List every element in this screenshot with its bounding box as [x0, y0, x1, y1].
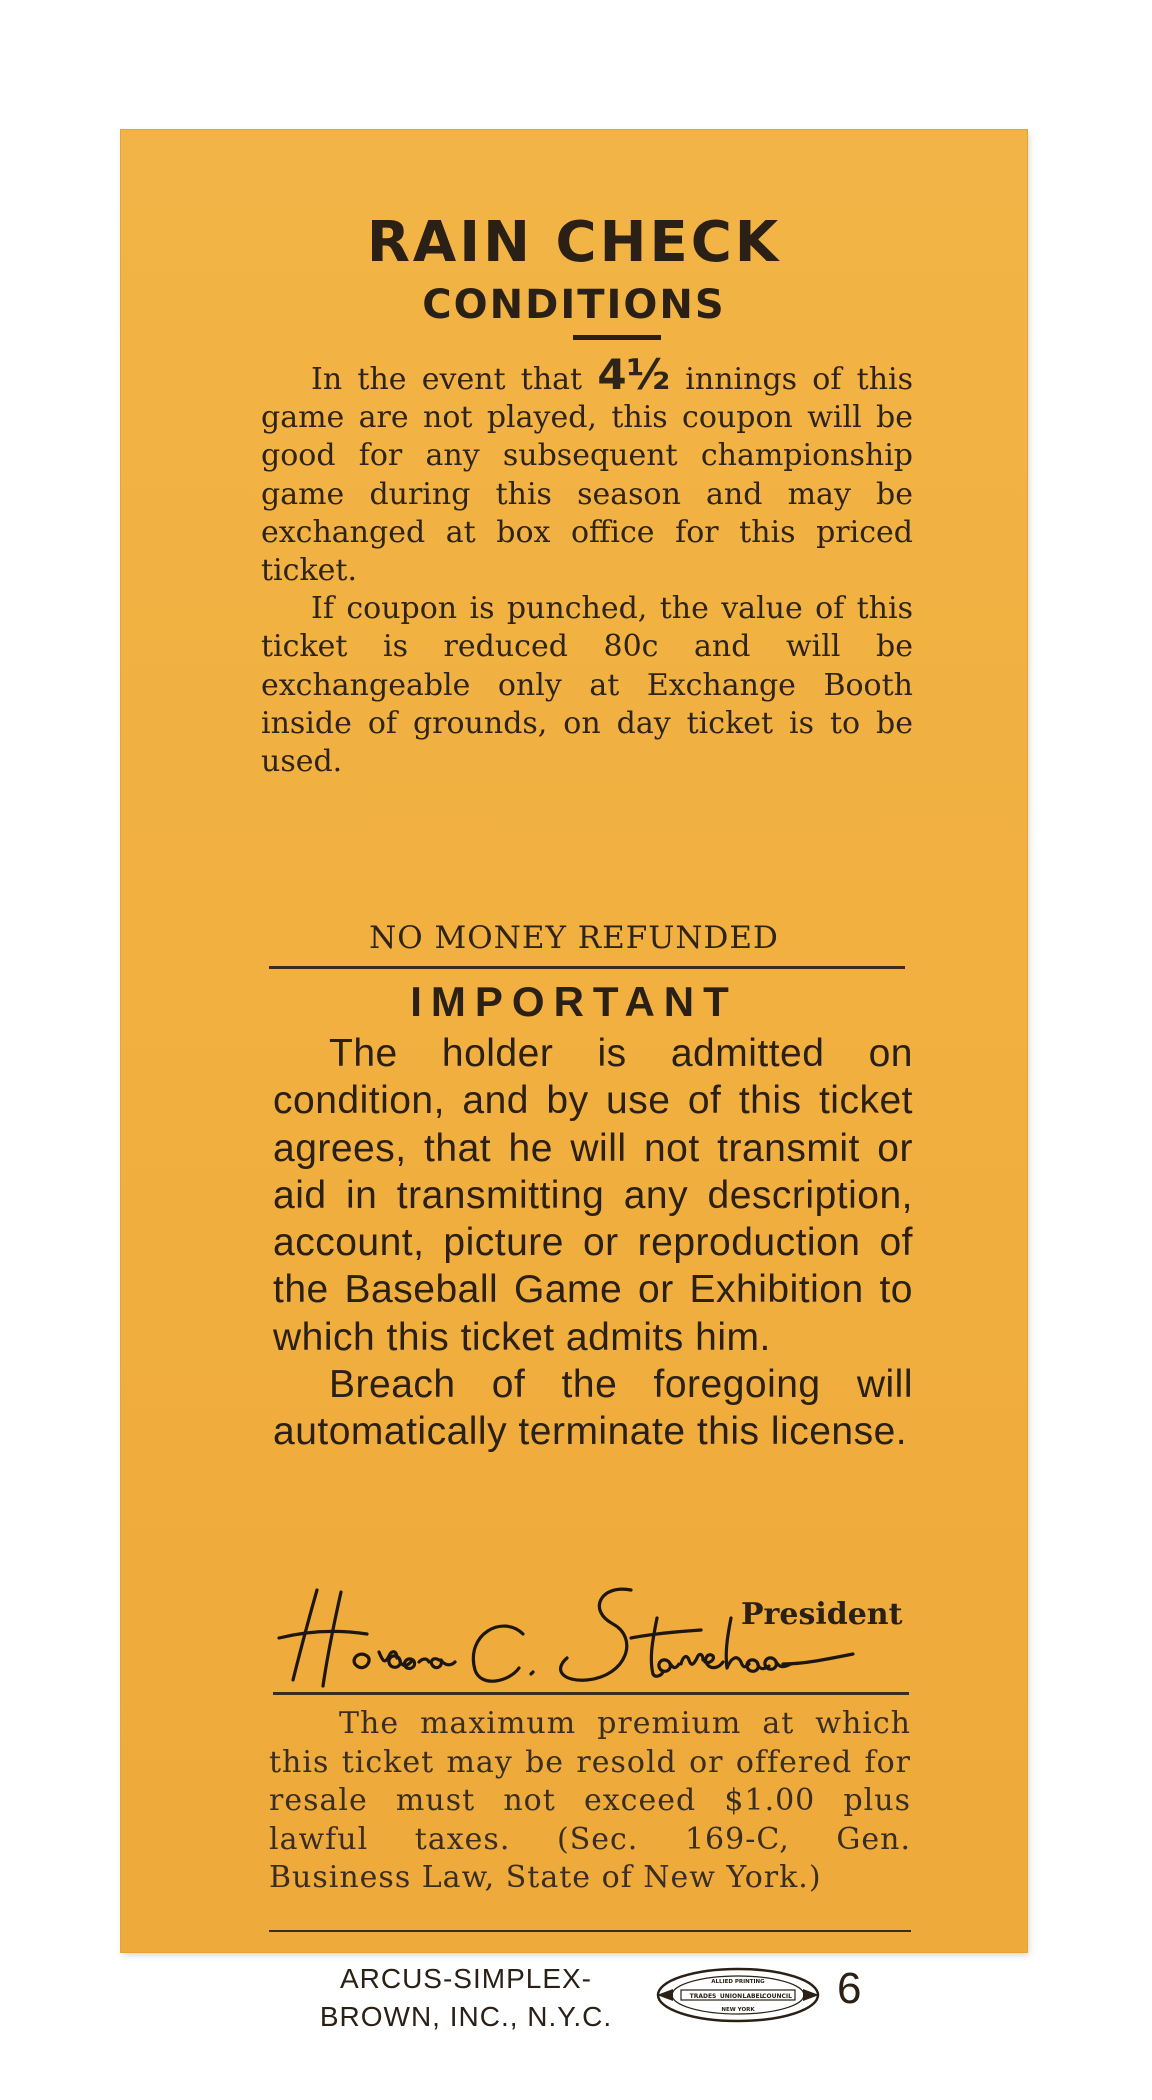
- svg-text:LABEL: LABEL: [742, 1993, 764, 2000]
- rain-check-ticket: [121, 130, 1027, 2032]
- conditions-heading: CONDITIONS: [422, 282, 726, 328]
- printer-credit: [301, 1960, 631, 2036]
- signature-line: [273, 1692, 909, 1695]
- heading-underline: [573, 335, 661, 340]
- resale-text: The maximum premium at which this ticket may be resold or offered for resale must not exceed $1.00 plus lawful taxes. (Sec. 169-C, Gen. Business Law, State of New York.): [269, 1706, 911, 1895]
- svg-text:ALLIED PRINTING: ALLIED PRINTING: [711, 1979, 765, 1985]
- svg-text:TRADES: TRADES: [689, 1993, 717, 2000]
- conditions-text: [261, 350, 914, 781]
- svg-text:COUNCIL: COUNCIL: [762, 1993, 792, 2000]
- innings-count: 4½: [597, 350, 671, 399]
- important-heading: IMPORTANT: [410, 978, 738, 1025]
- svg-text:NEW YORK: NEW YORK: [721, 2007, 755, 2013]
- conditions-paragraph-1: [261, 350, 914, 590]
- resale-notice: [269, 1705, 911, 1898]
- important-paragraph-2: Breach of the foregoing will automatically terminate this license.: [273, 1363, 913, 1454]
- svg-text:UNION: UNION: [719, 1993, 743, 2000]
- president-signature: [271, 1578, 911, 1698]
- no-refund-notice: NO MONEY REFUNDED: [369, 920, 779, 956]
- printer-line-2: BROWN, INC., N.Y.C.: [319, 2001, 613, 2032]
- important-paragraph-1: The holder is admitted on condition, and by use of this ticket agrees, that he will not transmit or aid in transmitting any description, account, picture or reproduction of the Baseball Game or Exhibition to which this ticket admits him.: [273, 1032, 913, 1359]
- printer-line-1: ARCUS-SIMPLEX-: [339, 1963, 593, 1994]
- divider-rule: [269, 966, 905, 969]
- conditions-rest: innings of this game are not played, this coupon will be good for any subsequent championship game during this season and may be exchanged at box office for this priced ticket.: [261, 362, 914, 589]
- president-title: President: [741, 1597, 903, 1632]
- lot-number: 6: [837, 1964, 862, 2013]
- bottom-divider: [269, 1930, 911, 1932]
- conditions-paragraph-2: If coupon is punched, the value of this ticket is reduced 80c and will be exchangeable only at Exchange Booth inside of grounds, on day ticket is to be used.: [261, 591, 913, 780]
- important-text: [273, 1030, 913, 1456]
- rain-check-title: RAIN CHECK: [366, 210, 782, 275]
- conditions-intro: In the event that: [311, 362, 583, 397]
- union-label-bug: [653, 1965, 823, 2025]
